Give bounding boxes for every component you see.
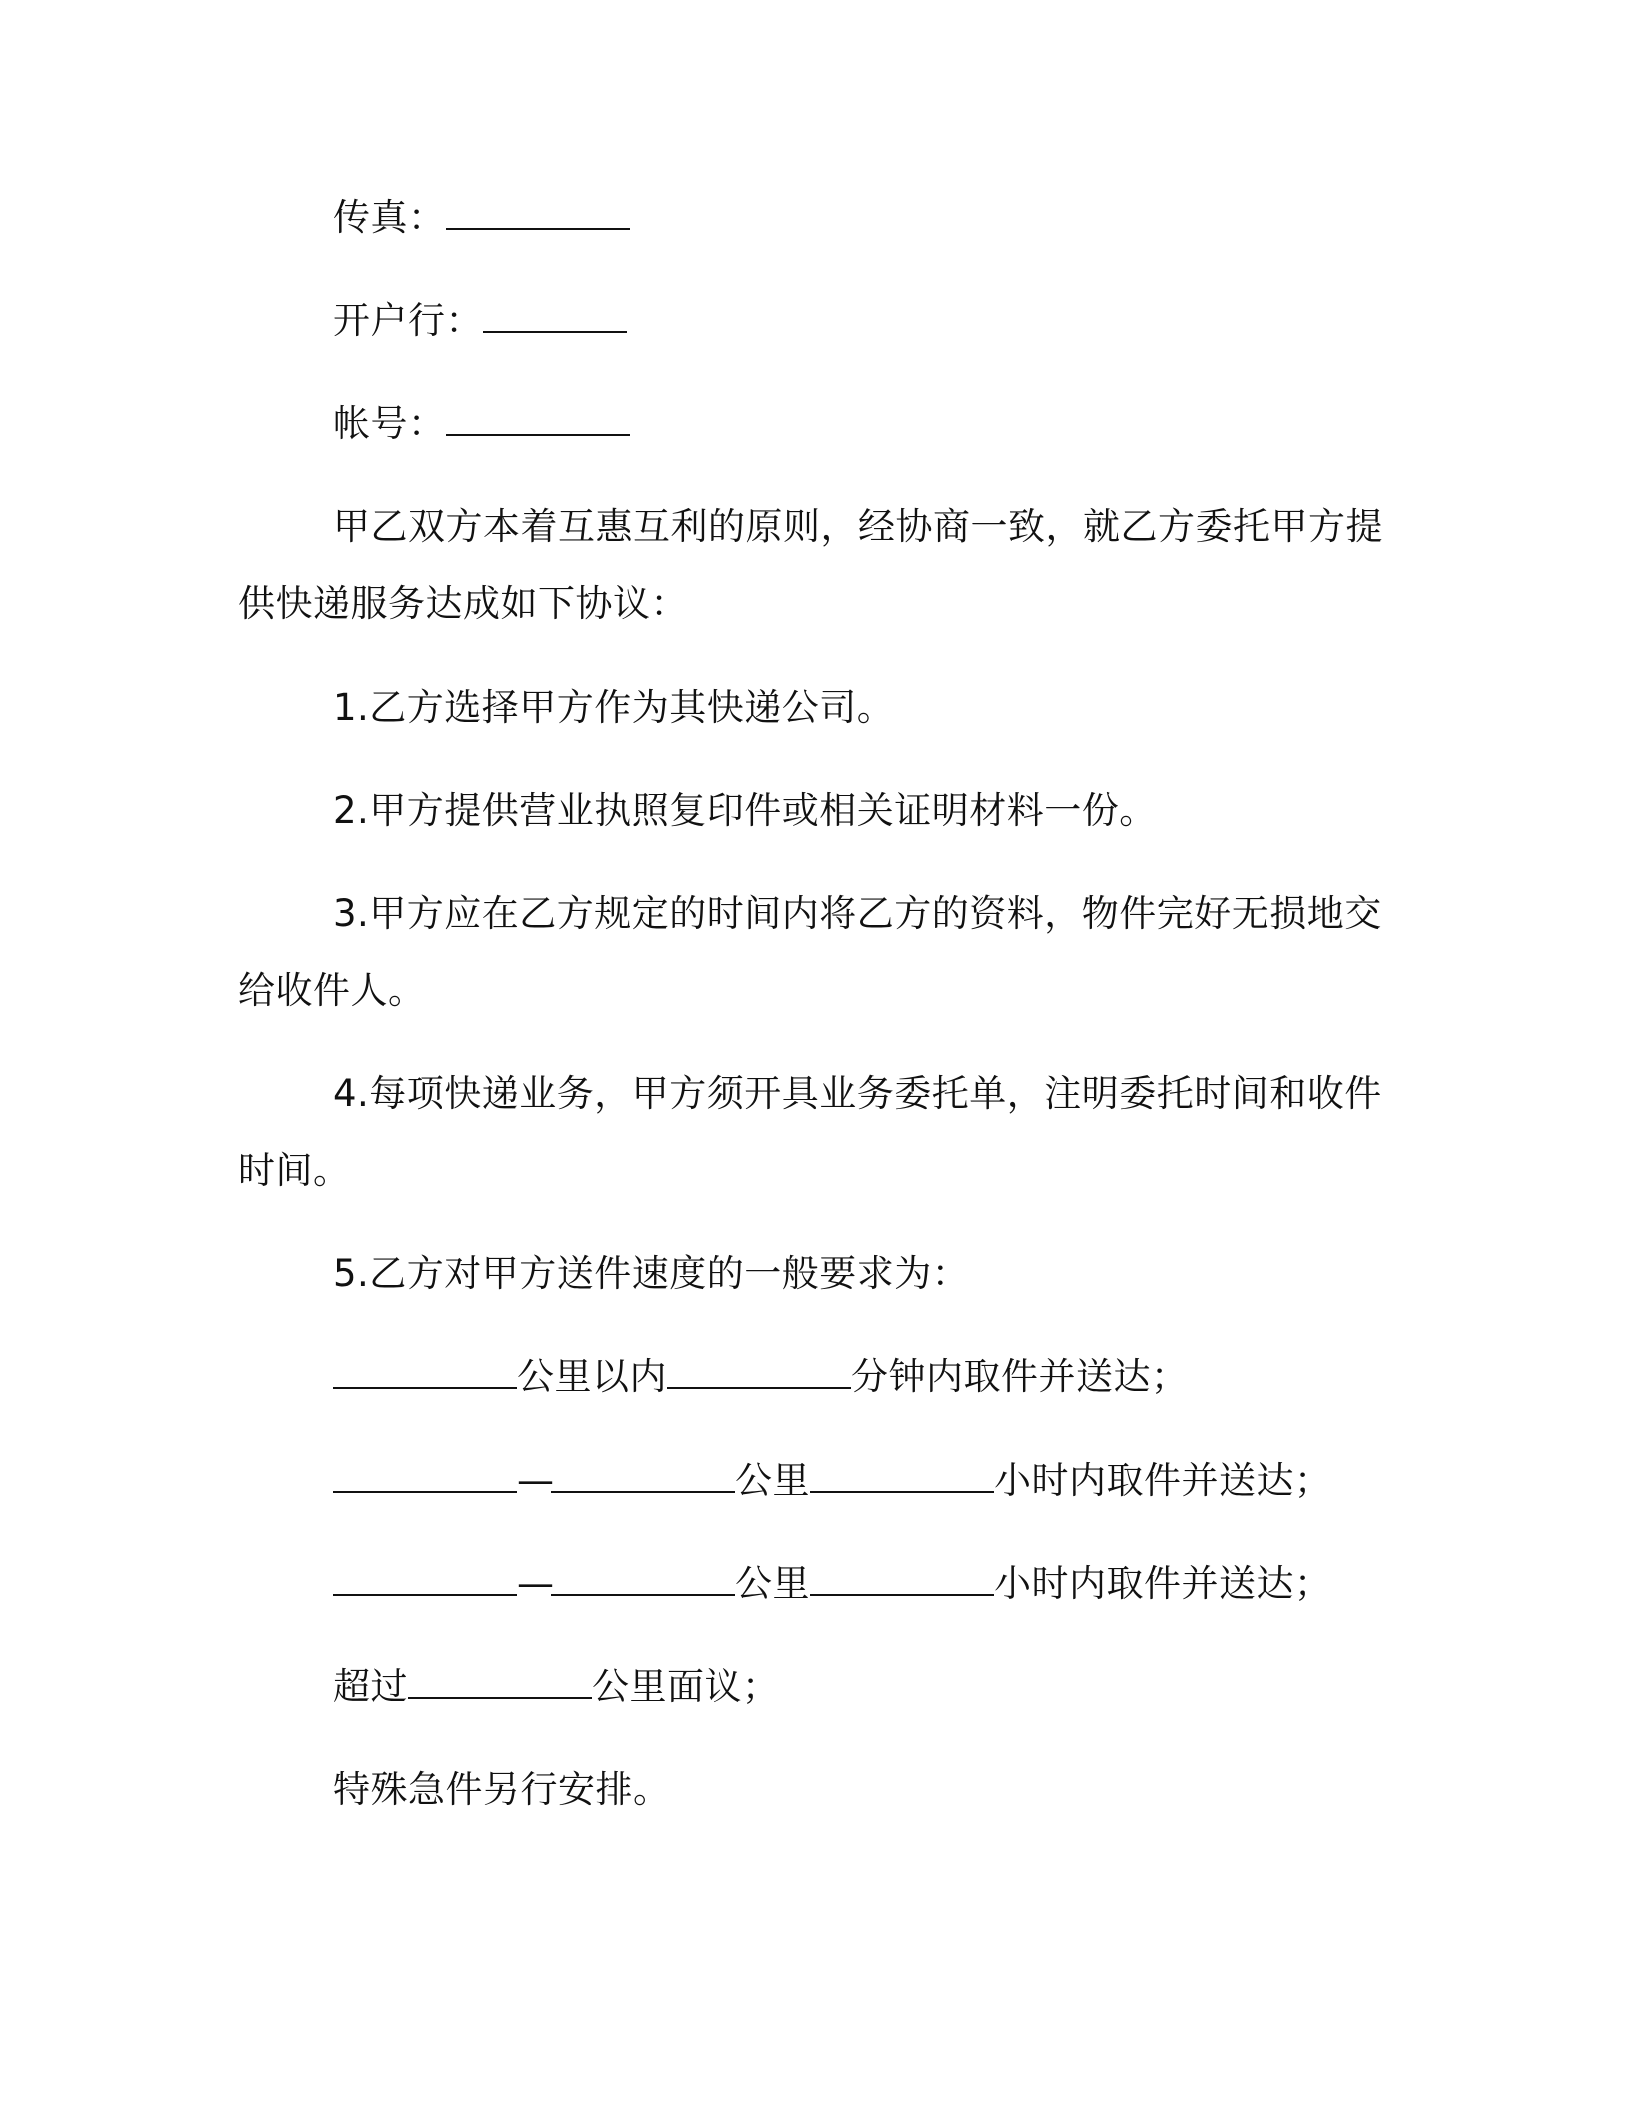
- speed-row-1: [333, 1352, 1493, 1402]
- range-start-blank[interactable]: [333, 1562, 517, 1596]
- fax-blank[interactable]: [446, 196, 630, 230]
- within-km-text: 公里以内: [517, 1355, 667, 1398]
- clause-5: 5.乙方对甲方送件速度的一般要求为：: [333, 1252, 970, 1295]
- special-arrangement: 特殊急件另行安排。: [333, 1768, 671, 1811]
- over-prefix: 超过: [333, 1665, 408, 1708]
- bank-blank[interactable]: [483, 299, 627, 333]
- account-line: [333, 399, 1493, 449]
- hours-delivery-text: 小时内取件并送达；: [994, 1562, 1332, 1605]
- clause-4-line-1: 4.每项快递业务，甲方须开具业务委托单，注明委托时间和收件: [333, 1072, 1382, 1115]
- fax-line: [333, 193, 1493, 243]
- bank-line: [333, 296, 1493, 346]
- range-end-blank[interactable]: [551, 1562, 735, 1596]
- fax-label: 传真：: [333, 196, 446, 239]
- over-suffix: 公里面议；: [592, 1665, 780, 1708]
- range-end-blank[interactable]: [551, 1459, 735, 1493]
- hours-blank[interactable]: [810, 1562, 994, 1596]
- range-dash: —: [517, 1562, 555, 1605]
- speed-row-2: [333, 1456, 1493, 1506]
- clause-3-line-2: 给收件人。: [238, 969, 426, 1012]
- speed-row-over: [333, 1662, 1493, 1712]
- over-distance-blank[interactable]: [408, 1665, 592, 1699]
- speed-row-3: [333, 1559, 1493, 1609]
- range-dash: —: [517, 1459, 555, 1502]
- minutes-blank[interactable]: [667, 1355, 851, 1389]
- minutes-delivery-text: 分钟内取件并送达；: [851, 1355, 1189, 1398]
- intro-line-2: 供快递服务达成如下协议：: [238, 582, 688, 625]
- clause-4-line-2: 时间。: [238, 1149, 351, 1192]
- bank-label: 开户行：: [333, 299, 483, 342]
- account-label: 帐号：: [333, 402, 446, 445]
- km-text: 公里: [735, 1459, 810, 1502]
- account-blank[interactable]: [446, 402, 630, 436]
- clause-3-line-1: 3.甲方应在乙方规定的时间内将乙方的资料，物件完好无损地交: [333, 892, 1382, 935]
- intro-line-1: 甲乙双方本着互惠互利的原则，经协商一致，就乙方委托甲方提: [333, 505, 1383, 548]
- range-start-blank[interactable]: [333, 1459, 517, 1493]
- hours-delivery-text: 小时内取件并送达；: [994, 1459, 1332, 1502]
- hours-blank[interactable]: [810, 1459, 994, 1493]
- km-text: 公里: [735, 1562, 810, 1605]
- clause-2: 2.甲方提供营业执照复印件或相关证明材料一份。: [333, 789, 1157, 832]
- clause-1: 1.乙方选择甲方作为其快递公司。: [333, 686, 895, 729]
- distance-blank[interactable]: [333, 1355, 517, 1389]
